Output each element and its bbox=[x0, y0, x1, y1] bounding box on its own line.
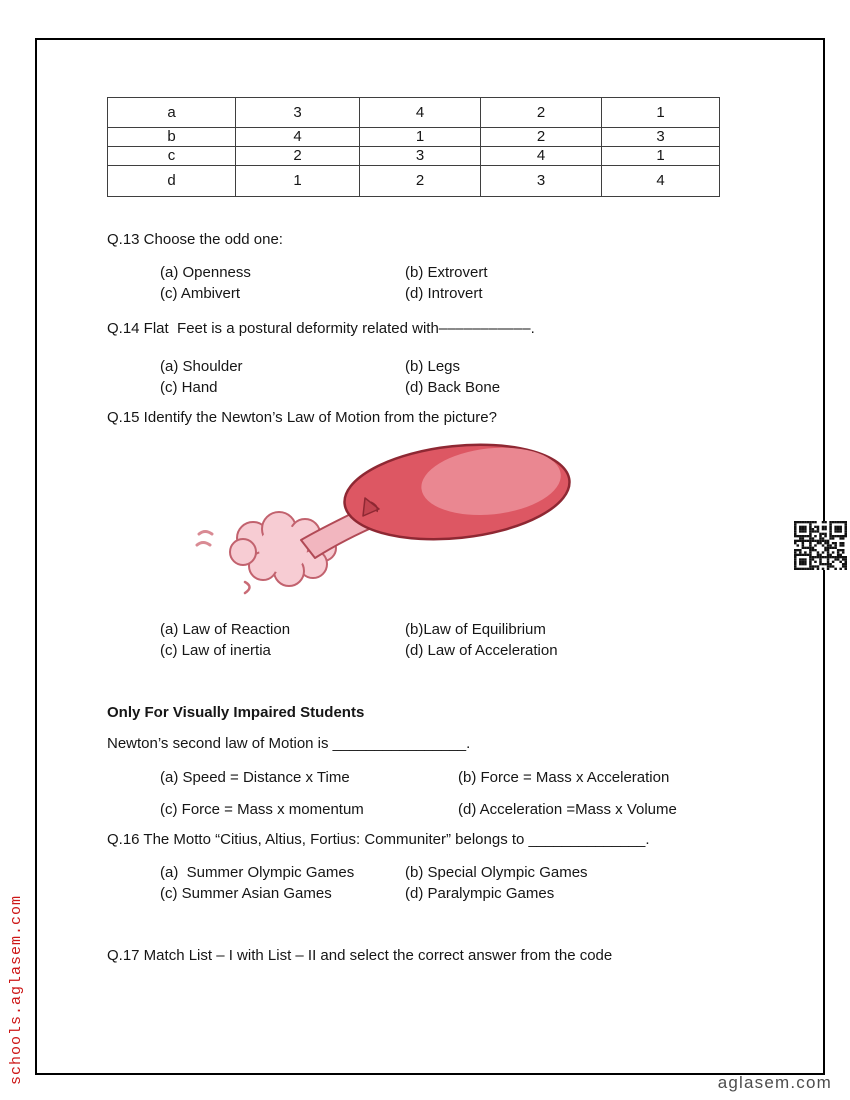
qr-code-pattern bbox=[794, 521, 847, 570]
question-17-text: Q.17 Match List – I with List – II and select the correct answer from the code bbox=[107, 947, 613, 964]
table-cell: 3 bbox=[236, 98, 360, 128]
table-cell: b bbox=[108, 128, 236, 147]
question-14-text: Q.14 Flat Feet is a postural deformity related with–––––––––––. bbox=[107, 320, 535, 337]
option-vi-c: (c) Force = Mass x momentum bbox=[160, 801, 364, 818]
table-row bbox=[108, 98, 720, 128]
table-cell: 1 bbox=[602, 147, 720, 166]
option-14-b: (b) Legs bbox=[405, 358, 461, 375]
option-14-c: (c) Hand bbox=[160, 379, 218, 396]
option-16-c: (c) Summer Asian Games bbox=[160, 885, 332, 902]
table-cell: 4 bbox=[360, 98, 481, 128]
table-row bbox=[108, 147, 720, 166]
option-vi-b: (b) Force = Mass x Acceleration bbox=[458, 769, 670, 786]
option-13-c: (c) Ambivert bbox=[160, 285, 241, 302]
option-15-c: (c) Law of inertia bbox=[160, 642, 271, 659]
option-15-a: (a) Law of Reaction bbox=[160, 621, 291, 638]
option-15-d: (d) Law of Acceleration bbox=[405, 642, 558, 659]
table-cell: 2 bbox=[481, 98, 602, 128]
option-vi-a: (a) Speed = Distance x Time bbox=[160, 769, 350, 786]
table-cell: 2 bbox=[236, 147, 360, 166]
side-watermark: schools.aglasem.com bbox=[8, 894, 25, 1085]
visually-impaired-question: Newton’s second law of Motion is ________________. bbox=[107, 735, 471, 752]
option-16-b: (b) Special Olympic Games bbox=[405, 864, 588, 881]
table-cell: 4 bbox=[481, 147, 602, 166]
table-cell: 3 bbox=[360, 147, 481, 166]
option-13-d: (d) Introvert bbox=[405, 285, 483, 302]
visually-impaired-options bbox=[160, 767, 677, 820]
table-cell: 2 bbox=[481, 128, 602, 147]
table-cell: c bbox=[108, 147, 236, 166]
option-13-a: (a) Openness bbox=[160, 264, 251, 281]
table-cell: a bbox=[108, 98, 236, 128]
qr-code-icon bbox=[794, 521, 847, 570]
question-15-text: Q.15 Identify the Newton’s Law of Motion from the picture? bbox=[107, 409, 497, 426]
table-cell: 4 bbox=[602, 166, 720, 197]
question-16-options bbox=[160, 862, 588, 904]
option-13-b: (b) Extrovert bbox=[405, 264, 488, 281]
option-16-d: (d) Paralympic Games bbox=[405, 885, 555, 902]
option-15-b: (b)Law of Equilibrium bbox=[405, 621, 546, 638]
balloon-releasing-air-image bbox=[195, 438, 580, 598]
table-cell: 3 bbox=[602, 128, 720, 147]
table-cell: 1 bbox=[602, 98, 720, 128]
footer-brand: aglasem.com bbox=[717, 1073, 832, 1092]
question-13-text: Q.13 Choose the odd one: bbox=[107, 231, 283, 248]
option-14-d: (d) Back Bone bbox=[405, 379, 501, 396]
table-cell: 1 bbox=[360, 128, 481, 147]
visually-impaired-heading: Only For Visually Impaired Students bbox=[107, 704, 365, 721]
question-16-text: Q.16 The Motto “Citius, Altius, Fortius: Communiter” belongs to ______________. bbox=[107, 831, 650, 848]
option-16-a: (a) Summer Olympic Games bbox=[160, 864, 355, 881]
table-row bbox=[108, 166, 720, 197]
question-15-options bbox=[160, 619, 558, 661]
table-cell: 3 bbox=[481, 166, 602, 197]
table-cell: 2 bbox=[360, 166, 481, 197]
option-14-a: (a) Shoulder bbox=[160, 358, 243, 375]
question-14-options bbox=[160, 356, 500, 398]
balloon-illustration bbox=[195, 438, 580, 598]
table-row bbox=[108, 128, 720, 147]
option-vi-d: (d) Acceleration =Mass x Volume bbox=[458, 801, 677, 818]
table-cell: 4 bbox=[236, 128, 360, 147]
table-cell: d bbox=[108, 166, 236, 197]
table-cell: 1 bbox=[236, 166, 360, 197]
answer-code-table bbox=[107, 97, 720, 197]
question-13-options bbox=[160, 262, 488, 304]
